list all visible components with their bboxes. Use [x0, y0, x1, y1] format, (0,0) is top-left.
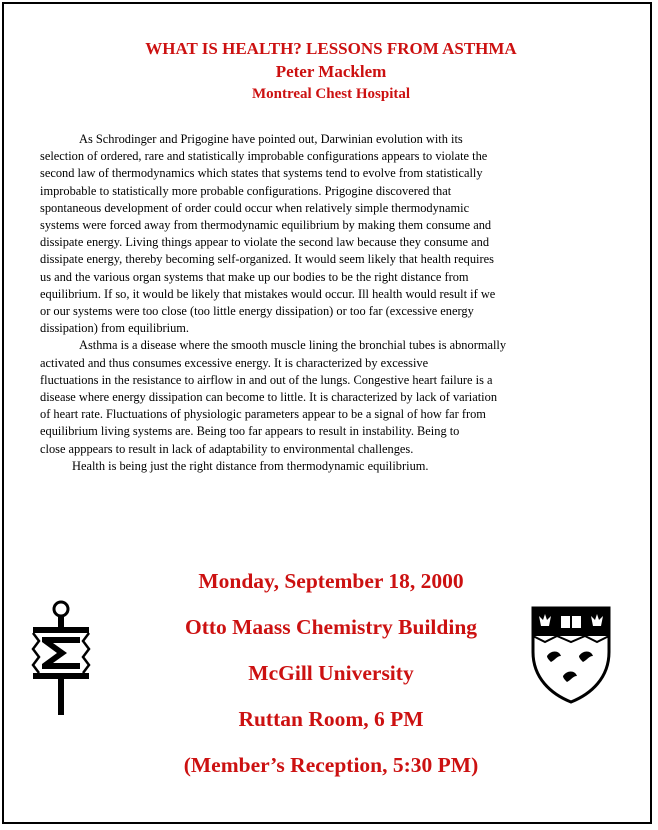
abstract-line: us and the various organ systems that make up our bodies to be the right distance from — [40, 269, 469, 284]
abstract-text — [40, 131, 625, 475]
abstract-line: Asthma is a disease where the smooth muscle lining the bronchial tubes is abnormally — [79, 338, 507, 353]
mcgill-crest-icon — [529, 604, 613, 709]
abstract-line: equilibrium. If so, it would be likely that mistakes would occur. Ill health would result if we — [40, 286, 496, 301]
abstract-line: of heart rate. Fluctuations of physiologic parameters appear to be a signal of how far from — [40, 407, 486, 422]
abstract-line: fluctuations in the resistance to airflow in and out of the lungs. Congestive heart failure is a — [40, 372, 493, 387]
poster-frame — [2, 2, 652, 824]
event-room-time: Ruttan Room, 6 PM — [238, 707, 424, 731]
abstract-line: dissipate energy. Living things appear to violate the second law because they consume and — [40, 235, 490, 250]
event-university: McGill University — [248, 661, 414, 685]
speaker-name: Peter Macklem — [275, 62, 387, 81]
abstract-line: equilibrium living systems are. Being too far appears to result in instability. Being to — [40, 424, 460, 439]
talk-title: WHAT IS HEALTH? LESSONS FROM ASTHMA — [145, 39, 517, 58]
event-date: Monday, September 18, 2000 — [198, 569, 464, 593]
abstract-line: Health is being just the right distance from thermodynamic equilibrium. — [72, 458, 429, 473]
abstract-line: second law of thermodynamics which states that systems tend to evolve from statistically — [40, 166, 483, 181]
abstract-line: or our systems were too close (too little energy dissipation) or too far (excessive energy — [40, 304, 474, 319]
abstract-line: close apppears to result in lack of adaptability to environmental challenges. — [40, 441, 414, 456]
abstract-line: activated and thus consumes excessive energy. It is characterized by excessive — [40, 355, 429, 370]
abstract-line: disease where energy dissipation can become to little. It is characterized by lack of variation — [40, 390, 498, 405]
event-reception: (Member’s Reception, 5:30 PM) — [183, 753, 479, 777]
abstract-line: dissipate energy, thereby becoming self-organized. It would seem likely that health requires — [40, 252, 494, 267]
abstract-line: spontaneous development of order could occur when relatively simple thermodynamic — [40, 200, 470, 215]
speaker-affiliation: Montreal Chest Hospital — [251, 86, 411, 102]
abstract-line: dissipation) from equilibrium. — [40, 321, 190, 336]
abstract-line: improbable to statistically more probable configurations. Prigogine discovered that — [40, 183, 452, 198]
abstract-line: selection of ordered, rare and statistically improbable configurations appears to violate the — [40, 149, 488, 164]
event-building: Otto Maass Chemistry Building — [184, 615, 478, 639]
abstract-line: systems were forced away from thermodynamic equilibrium by making them consume and — [40, 218, 492, 233]
sigma-xi-emblem-icon — [29, 599, 93, 722]
abstract-line: As Schrodinger and Prigogine have pointed out, Darwinian evolution with its — [79, 132, 463, 146]
